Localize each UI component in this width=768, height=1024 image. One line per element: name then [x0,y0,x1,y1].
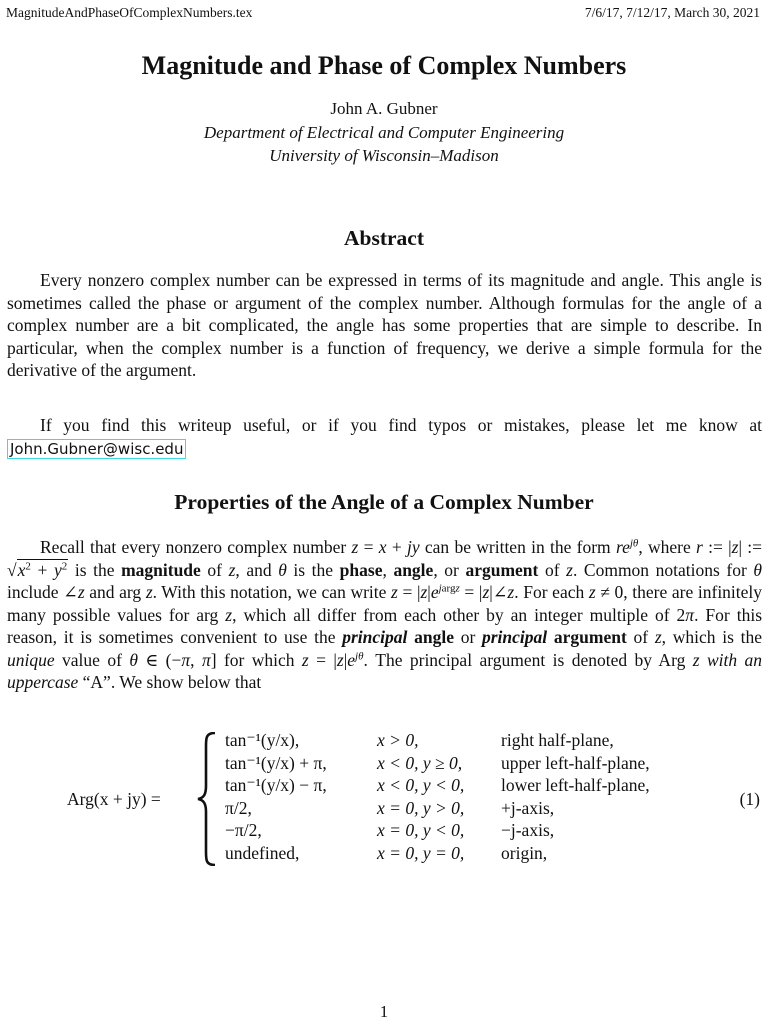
case-description: origin, [501,842,548,863]
page-number: 1 [379,1002,389,1021]
left-brace [196,732,218,866]
author-name: John A. Gubner [330,99,438,118]
email-link[interactable]: John.Gubner@wisc.edu [7,439,186,459]
case-expression: π/2, [225,797,252,818]
contact-text: If you find this writeup useful, or if you find typos or mistakes, please let me know at [40,415,762,435]
case-condition: x = 0, y > 0, [377,797,465,818]
case-expression: undefined, [225,842,300,863]
case-expression: −π/2, [225,820,262,840]
case-condition: x = 0, y = 0, [377,842,465,863]
case-description: upper left-half-plane, [501,752,650,773]
equation-number: (1) [739,789,760,809]
abstract-heading: Abstract [343,226,424,250]
case-condition: x < 0, y < 0, [377,775,465,795]
abstract-paragraph-text: Every nonzero complex number can be expressed in terms of its magnitude and angle. This angle is sometimes called the phase or argument of the complex number. Although formulas for the angle of a complex number are a bit complicated, the angle has some properties that are simple to describe. In particular, when the complex number is a function of frequency, we derive a simple formula for the derivative of the argument. [7,270,762,380]
header-filename: MagnitudeAndPhaseOfComplexNumbers.tex [6,5,253,20]
case-expression: tan⁻¹(y/x) − π, [225,775,327,795]
equation-lhs: Arg(x + jy) = [67,789,161,809]
case-expression: tan⁻¹(y/x) + π, [225,752,327,773]
header-dates: 7/6/17, 7/12/17, March 30, 2021 [584,5,760,20]
case-condition: x = 0, y < 0, [377,820,465,840]
case-description: right half-plane, [501,730,614,750]
abstract-paragraph [7,269,762,382]
case-condition: x < 0, y ≥ 0, [377,752,463,773]
case-description: +j-axis, [501,797,555,818]
case-expression: tan⁻¹(y/x), [225,730,300,750]
contact-paragraph [7,414,762,460]
affiliation-university: University of Wisconsin–Madison [269,146,499,165]
case-condition: x > 0, [377,730,419,750]
case-description: lower left-half-plane, [501,775,650,795]
case-description: −j-axis, [501,820,555,840]
paper-title: Magnitude and Phase of Complex Numbers [141,51,627,80]
affiliation-department: Department of Electrical and Computer Engineering [203,123,565,142]
section-paragraph: Recall that every nonzero complex number z = x + jy can be written in the form $re^{j\theta}$, where r := |z| := $√x^2 + y^2$ is the magnitude of z, and θ is the phase, angle, or argument of z. Common notations for θ include ∠z and arg z. With this notation, we can write $z = |z|e^{jargz}$ = |z|∠z. For each z ≠ 0, there are infinitely many possible values for arg z, which all differ from each other by an integer multiple of 2π. For this reason, it is sometimes convenient to use the principal angle or principal argument of z, which is the unique value of θ ∈ (−π, π] for which $z = |z|e^{j\theta}$. The principal argument is denoted by Arg z with an uppercase “A”. We show below that [7,537,763,692]
section-heading: Properties of the Angle of a Complex Number [174,490,594,514]
